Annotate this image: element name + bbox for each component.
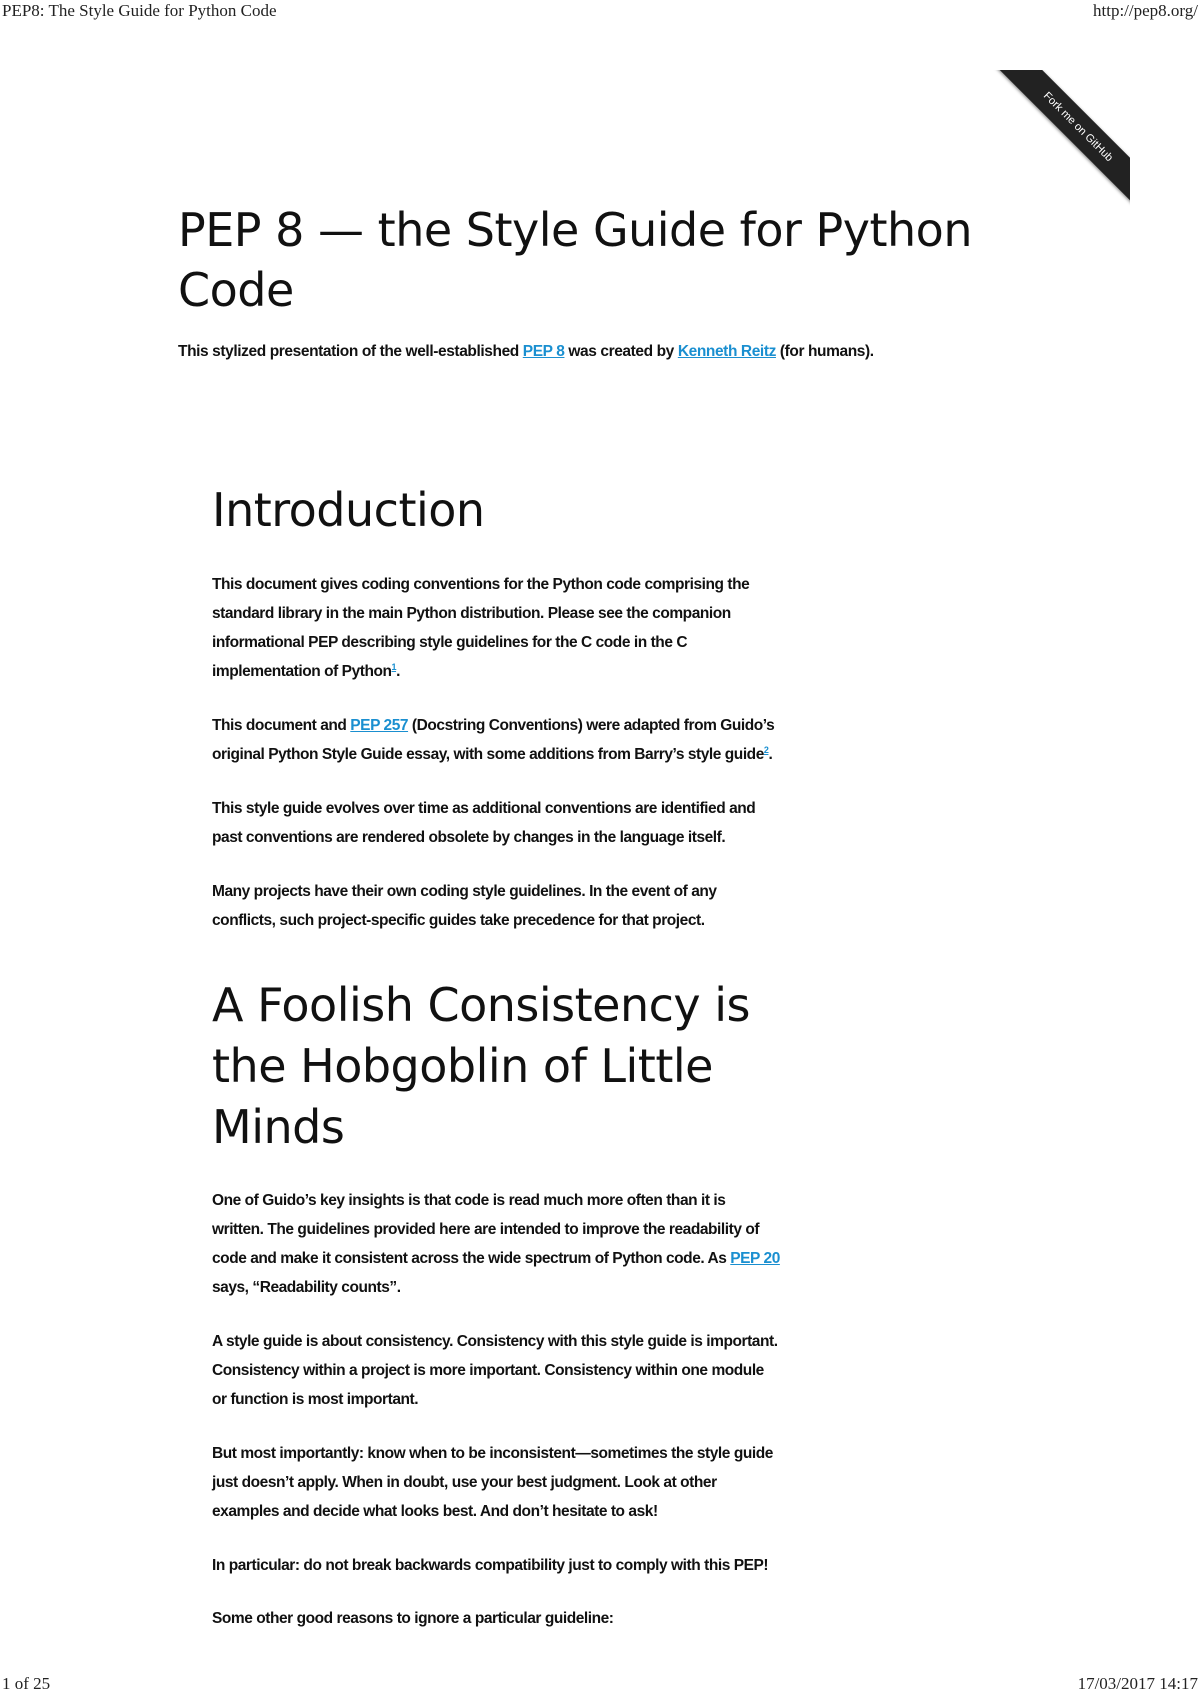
print-header-title: PEP8: The Style Guide for Python Code (2, 1, 277, 20)
line: just doesn’t apply. When in doubt, use your best judgment. Look at other (212, 1474, 717, 1491)
foolish-paragraph-4: In particular: do not break backwards compatibility just to comply with this PEP! (212, 1557, 769, 1574)
pep257-link[interactable]: PEP 257 (350, 717, 409, 734)
subtitle-text-2: was created by (564, 343, 678, 360)
line: standard library in the main Python distribution. Please see the companion (212, 605, 731, 622)
print-header (0, 0, 1200, 24)
line: original Python Style Guide essay, with some additions from Barry’s style guide (212, 746, 764, 763)
line: examples and decide what looks best. And don’t hesitate to ask! (212, 1503, 658, 1520)
line: A style guide is about consistency. Consistency with this style guide is important. (212, 1333, 778, 1350)
line: code and make it consistent across the wide spectrum of Python code. As (212, 1250, 731, 1267)
kenneth-reitz-link[interactable]: Kenneth Reitz (677, 343, 776, 360)
line: Consistency within a project is more important. Consistency within one module (212, 1362, 764, 1379)
line: But most importantly: know when to be inconsistent—sometimes the style guide (212, 1445, 773, 1462)
line: or function is most important. (212, 1391, 419, 1408)
introduction-heading: Introduction (212, 483, 485, 537)
heading-line: the Hobgoblin of Little (212, 1039, 713, 1093)
line: says, “Readability counts”. (212, 1279, 401, 1296)
print-footer (0, 1673, 1200, 1697)
foolish-paragraph-2 (212, 1327, 852, 1414)
fork-ribbon-label[interactable]: Fork me on GitHub (997, 70, 1130, 208)
line: This document gives coding conventions for the Python code comprising the (212, 576, 750, 593)
page-title-line-1: PEP 8 — the Style Guide for Python (178, 203, 972, 257)
footnote-2-link[interactable]: 2 (763, 744, 769, 755)
line: conflicts, such project-specific guides take precedence for that project. (212, 912, 705, 929)
subtitle-text-3: (for humans). (775, 343, 874, 360)
intro-paragraph-4 (212, 877, 852, 935)
line: This style guide evolves over time as additional conventions are identified and (212, 800, 756, 817)
page-counter: 1 of 25 (2, 1674, 51, 1693)
foolish-paragraph-3 (212, 1439, 852, 1526)
pep8-link[interactable]: PEP 8 (522, 343, 565, 360)
footnote-1-link[interactable]: 1 (391, 661, 397, 672)
line: past conventions are rendered obsolete by changes in the language itself. (212, 829, 726, 846)
foolish-paragraph-1 (212, 1186, 852, 1302)
heading-line: A Foolish Consistency is (212, 978, 751, 1032)
print-header-url: http://pep8.org/ (1093, 1, 1198, 20)
line: written. The guidelines provided here are intended to improve the readability of (212, 1221, 760, 1238)
subtitle-text-1: This stylized presentation of the well-established (178, 343, 523, 360)
line: (Docstring Conventions) were adapted from Guido’s (408, 717, 775, 734)
fork-ribbon[interactable] (990, 70, 1130, 210)
line: . (396, 663, 400, 680)
heading-line: Minds (212, 1100, 345, 1154)
subtitle (178, 343, 978, 361)
pep20-link[interactable]: PEP 20 (730, 1250, 780, 1267)
line: Many projects have their own coding style guidelines. In the event of any (212, 883, 717, 900)
line: informational PEP describing style guidelines for the C code in the C (212, 634, 688, 651)
page-title (178, 200, 1018, 320)
page-title-line-2: Code (178, 263, 294, 317)
line: . (768, 746, 773, 763)
foolish-paragraph-5: Some other good reasons to ignore a particular guideline: (212, 1610, 614, 1627)
line: implementation of Python (212, 663, 392, 680)
intro-paragraph-1 (212, 570, 852, 686)
line: One of Guido’s key insights is that code is read much more often than it is (212, 1192, 726, 1209)
intro-paragraph-2 (212, 711, 852, 769)
line: This document and (212, 717, 351, 734)
intro-paragraph-3 (212, 794, 852, 852)
foolish-consistency-heading (212, 975, 852, 1158)
main-content (212, 480, 852, 1657)
print-datetime: 17/03/2017 14:17 (1077, 1674, 1198, 1693)
